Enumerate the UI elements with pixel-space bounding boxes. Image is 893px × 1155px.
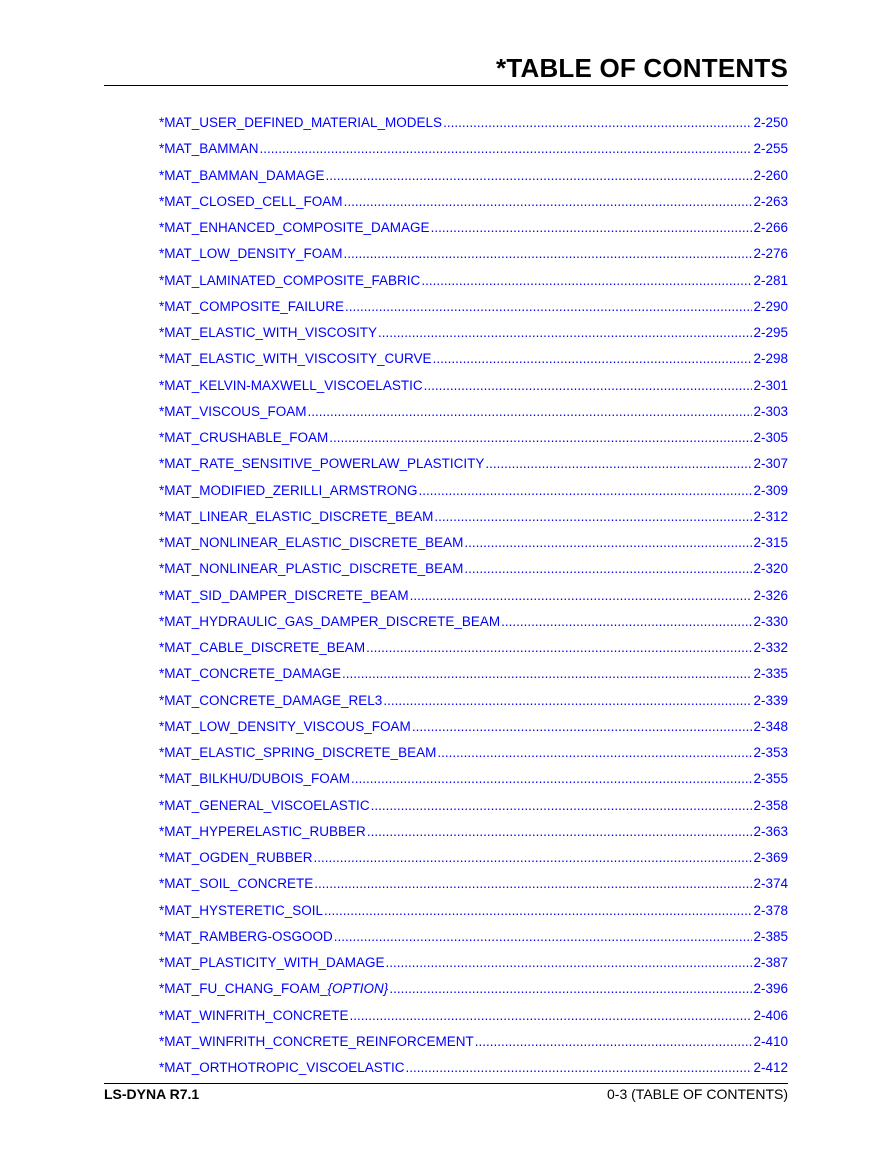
toc-item (159, 586, 788, 612)
toc-item (159, 979, 788, 1005)
toc-entry-title: *MAT_CONCRETE_DAMAGE (159, 666, 342, 682)
toc-dot-leader (464, 533, 752, 553)
toc-entry-link[interactable] (159, 218, 788, 244)
toc-entry-link[interactable] (159, 743, 788, 769)
toc-dot-leader (345, 297, 752, 317)
toc-entry-title: *MAT_BILKHU/DUBOIS_FOAM (159, 771, 351, 787)
footer-product-version: LS-DYNA R7.1 (104, 1086, 200, 1102)
toc-entry-page: 2-298 (753, 351, 788, 367)
toc-entry-title: *MAT_GENERAL_VISCOELASTIC (159, 797, 370, 813)
toc-entry-page: 2-309 (753, 482, 788, 498)
toc-item (159, 428, 788, 454)
toc-entry-link[interactable] (159, 349, 788, 375)
toc-entry-page: 2-330 (753, 613, 788, 629)
toc-entry-title: *MAT_CONCRETE_DAMAGE_REL3 (159, 692, 383, 708)
toc-entry-title: *MAT_ELASTIC_SPRING_DISCRETE_BEAM (159, 745, 437, 760)
toc-dot-leader (421, 271, 752, 291)
toc-entry-page: 2-378 (753, 902, 788, 918)
toc-entry-title: *MAT_ELASTIC_WITH_VISCOSITY_CURVE (159, 351, 432, 367)
toc-item (159, 454, 788, 480)
toc-entry-link[interactable] (159, 376, 788, 402)
toc-dot-leader (324, 901, 752, 921)
toc-dot-leader (351, 769, 752, 789)
toc-entry-link[interactable] (159, 481, 788, 507)
toc-entry-title: *MAT_LOW_DENSITY_FOAM (159, 246, 343, 262)
toc-entry-link[interactable] (159, 428, 788, 454)
toc-entry-link[interactable] (159, 638, 788, 664)
toc-entry-link[interactable] (159, 717, 788, 743)
toc-entry-link[interactable] (159, 507, 788, 533)
toc-item (159, 139, 788, 165)
toc-dot-leader (433, 349, 753, 369)
toc-entry-title: *MAT_SID_DAMPER_DISCRETE_BEAM (159, 587, 409, 603)
toc-entry-link[interactable] (159, 1006, 788, 1032)
toc-entry-page: 2-263 (753, 193, 788, 209)
footer-page-number: 0-3 (TABLE OF CONTENTS) (607, 1086, 788, 1102)
toc-dot-leader (431, 218, 753, 238)
toc-entry-link[interactable] (159, 113, 788, 139)
toc-item (159, 218, 788, 244)
toc-item (159, 113, 788, 139)
toc-list (159, 113, 788, 1084)
toc-entry-title: *MAT_WINFRITH_CONCRETE_REINFORCEMENT (159, 1033, 474, 1049)
toc-entry-page: 2-374 (753, 876, 788, 892)
toc-dot-leader (386, 953, 753, 973)
toc-item (159, 271, 788, 297)
toc-entry-page: 2-320 (753, 561, 788, 577)
toc-entry-page: 2-358 (753, 797, 788, 813)
toc-entry-link[interactable] (159, 402, 788, 428)
toc-entry-link[interactable] (159, 1032, 788, 1058)
toc-item (159, 192, 788, 218)
toc-entry-link[interactable] (159, 244, 788, 270)
toc-dot-leader (424, 376, 753, 396)
toc-entry-title: *MAT_CRUSHABLE_FOAM (159, 430, 329, 445)
toc-item (159, 822, 788, 848)
toc-entry-page: 2-266 (753, 220, 788, 235)
toc-dot-leader (443, 113, 752, 133)
toc-entry-page: 2-260 (753, 167, 788, 183)
toc-item (159, 244, 788, 270)
toc-entry-link[interactable] (159, 1058, 788, 1084)
toc-item (159, 638, 788, 664)
toc-dot-leader (389, 979, 752, 999)
toc-entry-link[interactable] (159, 612, 788, 638)
toc-dot-leader (366, 638, 752, 658)
toc-entry-title: *MAT_FU_CHANG_FOAM_{OPTION} (159, 981, 389, 997)
toc-dot-leader (383, 691, 752, 711)
toc-entry-link[interactable] (159, 901, 788, 927)
toc-entry-page: 2-369 (753, 850, 788, 865)
toc-dot-leader (308, 402, 753, 422)
toc-entry-link[interactable] (159, 848, 788, 874)
toc-dot-leader (406, 1058, 753, 1078)
toc-entry-page: 2-255 (753, 141, 788, 157)
footer-divider (104, 1083, 788, 1084)
toc-entry-page: 2-348 (753, 718, 788, 734)
toc-entry-title: *MAT_KELVIN-MAXWELL_VISCOELASTIC (159, 377, 423, 393)
toc-entry-page: 2-305 (753, 430, 788, 445)
toc-entry-link[interactable] (159, 192, 788, 218)
toc-entry-title: *MAT_RAMBERG-OSGOOD (159, 928, 333, 944)
toc-entry-link[interactable] (159, 166, 788, 192)
toc-entry-title: *MAT_LINEAR_ELASTIC_DISCRETE_BEAM (159, 508, 434, 524)
toc-entry-link[interactable] (159, 664, 788, 690)
toc-item (159, 796, 788, 822)
toc-dot-leader (314, 874, 752, 894)
header-divider (104, 85, 788, 86)
toc-entry-title: *MAT_CLOSED_CELL_FOAM (159, 193, 343, 209)
toc-entry-page: 2-332 (753, 640, 788, 655)
toc-item (159, 612, 788, 638)
toc-item (159, 1006, 788, 1032)
toc-item (159, 769, 788, 795)
toc-entry-title: *MAT_BAMMAN_DAMAGE (159, 167, 325, 183)
toc-dot-leader (260, 139, 753, 159)
toc-dot-leader (334, 927, 753, 947)
toc-entry-page: 2-307 (753, 456, 788, 472)
toc-entry-link[interactable] (159, 139, 788, 165)
toc-entry-page: 2-387 (753, 955, 788, 970)
toc-entry-link[interactable] (159, 874, 788, 900)
toc-entry-page: 2-353 (753, 745, 788, 760)
toc-entry-link[interactable] (159, 691, 788, 717)
toc-item (159, 533, 788, 559)
toc-entry-title: *MAT_OGDEN_RUBBER (159, 850, 313, 865)
toc-entry-title: *MAT_PLASTICITY_WITH_DAMAGE (159, 955, 385, 970)
toc-item (159, 166, 788, 192)
toc-entry-link[interactable] (159, 323, 788, 349)
toc-item (159, 691, 788, 717)
toc-entry-title: *MAT_NONLINEAR_PLASTIC_DISCRETE_BEAM (159, 561, 464, 577)
toc-entry-option: {OPTION} (327, 981, 389, 997)
toc-entry-page: 2-276 (753, 246, 788, 262)
toc-dot-leader (419, 481, 753, 501)
toc-entry-title: *MAT_ENHANCED_COMPOSITE_DAMAGE (159, 220, 430, 235)
toc-item (159, 743, 788, 769)
toc-entry-title: *MAT_NONLINEAR_ELASTIC_DISCRETE_BEAM (159, 535, 464, 550)
toc-entry-page: 2-412 (753, 1060, 788, 1075)
toc-entry-link[interactable] (159, 979, 788, 1005)
toc-item (159, 927, 788, 953)
toc-entry-link[interactable] (159, 822, 788, 848)
toc-entry-title: *MAT_ORTHOTROPIC_VISCOELASTIC (159, 1060, 405, 1075)
toc-entry-link[interactable] (159, 559, 788, 585)
toc-entry-link[interactable] (159, 297, 788, 323)
toc-item (159, 507, 788, 533)
toc-entry-title: *MAT_RATE_SENSITIVE_POWERLAW_PLASTICITY (159, 456, 485, 472)
toc-entry-page: 2-303 (753, 403, 788, 419)
toc-dot-leader (342, 664, 752, 684)
toc-entry-title: *MAT_VISCOUS_FOAM (159, 403, 307, 419)
toc-entry-title: *MAT_HYSTERETIC_SOIL (159, 902, 324, 918)
toc-entry-link[interactable] (159, 271, 788, 297)
toc-dot-leader (437, 743, 752, 763)
toc-entry-page: 2-312 (753, 508, 788, 524)
toc-entry-link[interactable] (159, 927, 788, 953)
toc-entry-page: 2-355 (753, 771, 788, 787)
toc-entry-link[interactable] (159, 586, 788, 612)
toc-item (159, 901, 788, 927)
toc-entry-link[interactable] (159, 533, 788, 559)
toc-entry-title: *MAT_HYPERELASTIC_RUBBER (159, 823, 366, 839)
toc-entry-title: *MAT_HYDRAULIC_GAS_DAMPER_DISCRETE_BEAM (159, 613, 501, 629)
toc-entry-link[interactable] (159, 953, 788, 979)
toc-item (159, 376, 788, 402)
toc-entry-link[interactable] (159, 796, 788, 822)
toc-item (159, 297, 788, 323)
toc-entry-link[interactable] (159, 769, 788, 795)
toc-dot-leader (329, 428, 752, 448)
toc-entry-page: 2-301 (753, 377, 788, 393)
toc-item (159, 874, 788, 900)
toc-entry-page: 2-281 (753, 272, 788, 288)
toc-entry-page: 2-326 (753, 587, 788, 603)
toc-dot-leader (485, 454, 752, 474)
toc-dot-leader (371, 796, 753, 816)
toc-item (159, 848, 788, 874)
toc-dot-leader (410, 586, 753, 606)
toc-item (159, 717, 788, 743)
toc-entry-page: 2-363 (753, 823, 788, 839)
toc-entry-title: *MAT_USER_DEFINED_MATERIAL_MODELS (159, 115, 443, 130)
toc-entry-title: *MAT_LOW_DENSITY_VISCOUS_FOAM (159, 718, 411, 734)
toc-entry-title: *MAT_WINFRITH_CONCRETE (159, 1007, 349, 1023)
toc-entry-page: 2-335 (753, 666, 788, 682)
toc-item (159, 953, 788, 979)
toc-dot-leader (464, 559, 752, 579)
toc-entry-page: 2-315 (753, 535, 788, 550)
toc-dot-leader (350, 1006, 753, 1026)
toc-entry-page: 2-410 (753, 1033, 788, 1049)
page-title: *TABLE OF CONTENTS (496, 53, 788, 83)
toc-entry-title: *MAT_MODIFIED_ZERILLI_ARMSTRONG (159, 482, 418, 498)
toc-dot-leader (434, 507, 752, 527)
toc-entry-page: 2-250 (753, 115, 788, 130)
toc-dot-leader (475, 1032, 753, 1052)
toc-dot-leader (367, 822, 753, 842)
toc-item (159, 1058, 788, 1084)
toc-dot-leader (344, 244, 753, 264)
toc-entry-title: *MAT_CABLE_DISCRETE_BEAM (159, 640, 366, 655)
toc-entry-title: *MAT_BAMMAN (159, 141, 259, 157)
toc-entry-page: 2-396 (753, 981, 788, 997)
toc-dot-leader (378, 323, 752, 343)
toc-dot-leader (314, 848, 753, 868)
toc-item (159, 323, 788, 349)
toc-item (159, 349, 788, 375)
toc-item (159, 1032, 788, 1058)
toc-entry-title: *MAT_ELASTIC_WITH_VISCOSITY (159, 325, 378, 340)
toc-item (159, 402, 788, 428)
toc-entry-page: 2-290 (753, 298, 788, 314)
toc-item (159, 559, 788, 585)
toc-dot-leader (412, 717, 753, 737)
toc-entry-title: *MAT_COMPOSITE_FAILURE (159, 298, 345, 314)
toc-entry-title: *MAT_SOIL_CONCRETE (159, 876, 314, 892)
toc-dot-leader (344, 192, 753, 212)
toc-item (159, 481, 788, 507)
toc-entry-link[interactable] (159, 454, 788, 480)
toc-entry-page: 2-339 (753, 692, 788, 708)
toc-entry-title: *MAT_LAMINATED_COMPOSITE_FABRIC (159, 272, 421, 288)
toc-dot-leader (326, 166, 753, 186)
toc-entry-page: 2-385 (753, 928, 788, 944)
toc-entry-page: 2-406 (753, 1007, 788, 1023)
toc-entry-page: 2-295 (753, 325, 788, 340)
toc-item (159, 664, 788, 690)
toc-dot-leader (501, 612, 752, 632)
